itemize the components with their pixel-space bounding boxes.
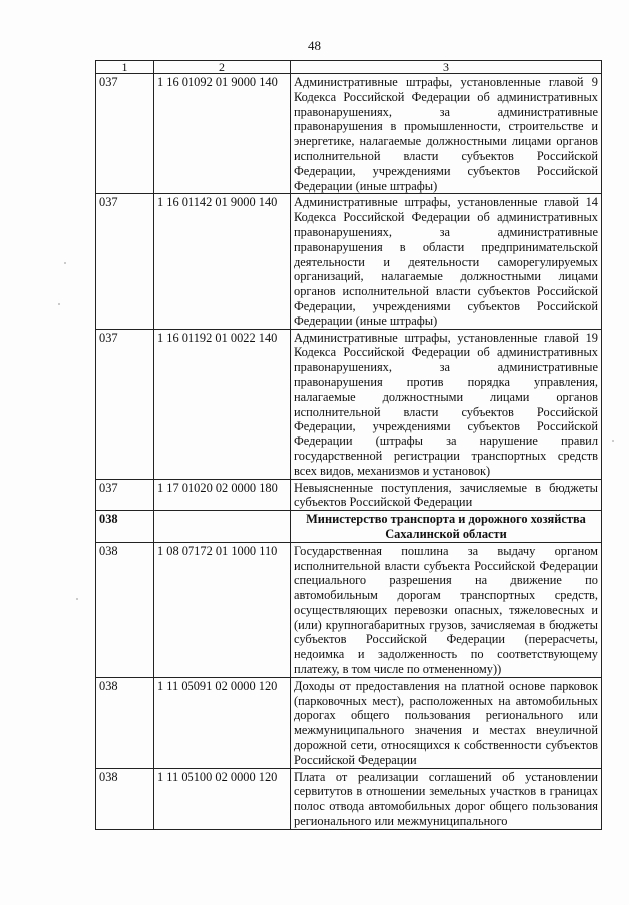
description-cell: Административные штрафы, установленные главой 14 Кодекса Российской Федерации об административных правонарушениях, за административные правонарушения в области предпринимательской деятельности и деятельности саморегулируемых организаций, налагаемые должностными лицами органов исполнительной власти субъектов Российской Федерации, учреждениями субъектов Российской Федерации (иные штрафы) [291, 194, 602, 329]
classification-code-cell: 1 16 01192 01 0022 140 [154, 329, 291, 479]
header-col-1: 1 [96, 61, 154, 74]
scan-speck [76, 598, 78, 600]
admin-code-cell: 037 [96, 329, 154, 479]
classification-code-cell [154, 511, 291, 543]
description-cell: Невыясненные поступления, зачисляемые в бюджеты субъектов Российской Федерации [291, 479, 602, 511]
description-cell: Государственная пошлина за выдачу органом исполнительной власти субъекта Российской Федерации специального разрешения на движение по автомобильным дорогам транспортных средств, осуществляющих перевозки опасных, тяжеловесных и (или) крупногабаритных грузов, зачисляемая в бюджеты субъектов Российской Федерации (перерасчеты, недоимка и задолженность по соответствующему платежу, в том числе по отмененному)) [291, 542, 602, 677]
table-row [96, 329, 602, 479]
table-header-row [96, 61, 602, 74]
header-col-2: 2 [154, 61, 291, 74]
classification-code-cell: 1 08 07172 01 1000 110 [154, 542, 291, 677]
page-number: 48 [308, 38, 321, 53]
description-cell: Административные штрафы, установленные главой 19 Кодекса Российской Федерации об административных правонарушениях, за административные правонарушения против порядка управления, налагаемые должностными лицами органов исполнительной власти субъектов Российской Федерации, учреждениями субъектов Российской Федерации (штрафы за нарушение правил государственной регистрации транспортных средств всех видов, механизмов и установок) [291, 329, 602, 479]
table-row [96, 542, 602, 677]
scan-speck [612, 440, 614, 442]
table-row [96, 194, 602, 329]
section-header-row [96, 511, 602, 543]
classification-code-cell: 1 11 05091 02 0000 120 [154, 677, 291, 768]
admin-code-cell: 037 [96, 74, 154, 194]
classification-code-cell: 1 11 05100 02 0000 120 [154, 768, 291, 829]
admin-code-cell: 037 [96, 479, 154, 511]
classification-code-cell: 1 16 01142 01 9000 140 [154, 194, 291, 329]
admin-code-cell: 038 [96, 542, 154, 677]
description-cell: Доходы от предоставления на платной основе парковок (парковочных мест), расположенных на автомобильных дорогах общего пользования регионального или межмуниципального значения и местах внеуличной дорожной сети, относящихся к собственности субъектов Российской Федерации [291, 677, 602, 768]
admin-code-cell: 038 [96, 511, 154, 543]
table-row [96, 768, 602, 829]
header-col-3: 3 [291, 61, 602, 74]
admin-code-cell: 038 [96, 677, 154, 768]
section-title-cell: Министерство транспорта и дорожного хозяйства Сахалинской области [291, 511, 602, 543]
table-row [96, 479, 602, 511]
budget-code-table [95, 60, 602, 830]
admin-code-cell: 038 [96, 768, 154, 829]
classification-code-cell: 1 16 01092 01 9000 140 [154, 74, 291, 194]
table-row [96, 677, 602, 768]
scan-speck [64, 262, 66, 264]
description-cell: Плата от реализации соглашений об установлении сервитутов в отношении земельных участков в границах полос отвода автомобильных дорог общего пользования регионального или межмуниципального [291, 768, 602, 829]
description-cell: Административные штрафы, установленные главой 9 Кодекса Российской Федерации об административных правонарушениях, за административные правонарушения в промышленности, строительстве и энергетике, налагаемые должностными лицами органов исполнительной власти субъектов Российской Федерации, учреждениями субъектов Российской Федерации (иные штрафы) [291, 74, 602, 194]
table-row [96, 74, 602, 194]
classification-code-cell: 1 17 01020 02 0000 180 [154, 479, 291, 511]
scan-speck [58, 303, 60, 305]
admin-code-cell: 037 [96, 194, 154, 329]
